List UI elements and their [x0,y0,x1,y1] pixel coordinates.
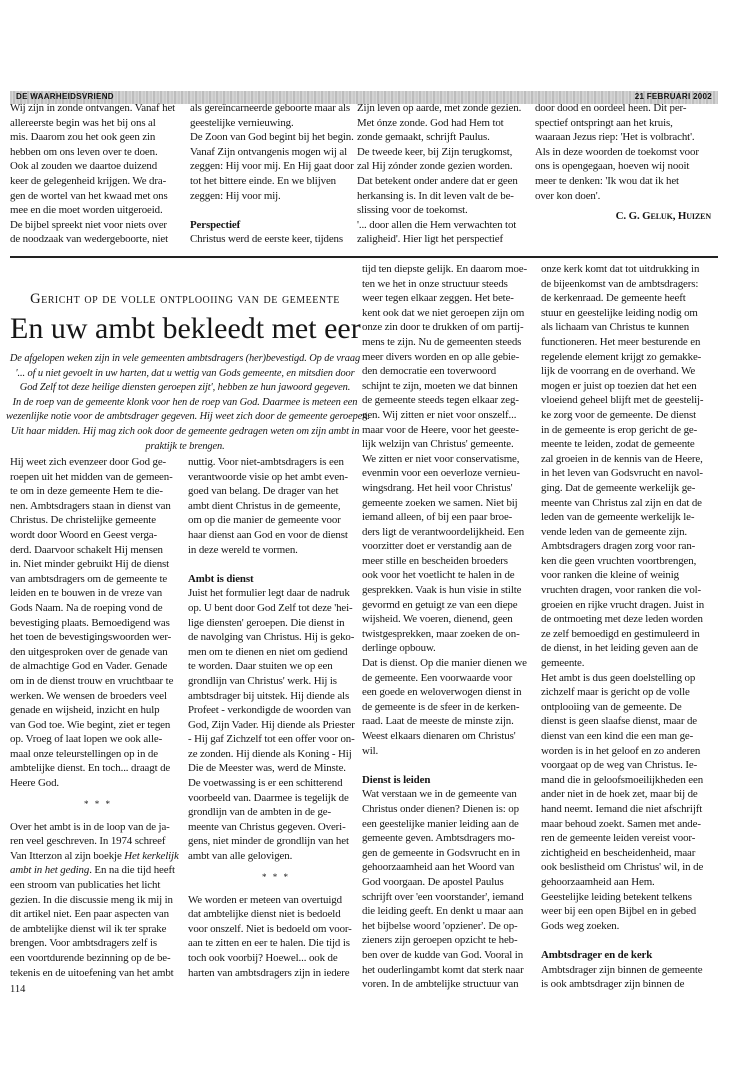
paragraph: Hij weet zich evenzeer door God ge- roepen uit het midden van de gemeen- te om in deze gemeente Hem te die- nen. Ambtsdragers staan in dienst van Christus. De christelijke gemeente wordt door Woord en Geest verga- derd. Daarvoor schakelt Hij mensen in. Niet minder gebruikt Hij de dienst van ambtsdragers om de gemeente te leiden en te bouwen in de vreze van Gods Naam. Na de roeping vond de bevestiging plaats. Bemoedigend was het toen de bevestigingswoorden wer- den uitgesproken over de genade van de almachtige God en Vader. Genade om in de dienst trouw en vruchtbaar te werken. We wensen de broeders veel genade en wijsheid, inzicht en hulp van God toe. Wie begint, ziet er tegen op. Vroeg of laat lopen we ook alle- maal onze teleurstellingen op in de ambtelijke dienst. En toch... draagt de Heere God. [10,456,174,790]
top-column-1 [10,101,186,247]
page-number: 114 [10,984,26,995]
book-title: Het kerkelijk ambt in het geding [10,849,179,877]
article-intro: De afgelopen weken zijn in vele gemeenten ambtsdragers (her)bevestigd. Op de vraag '... of u niet gevoelt in uw harten, dat u wettig van Gods gemeente, en mitsdien door God Zelf tot deze heilige diensten geroepen zijt', hebben ze hun jawoord gegeven. In de roep van de gemeente klonk voor hen de roep van God. Daarmee is meteen een wezenlijke notie voor de ambtsdrager gegeven. Hij weet zich door de gemeente geroepen. Uit haar midden. Hij mag zich ook door de gemeente gedragen weten om zijn ambt in praktijk te brengen. [6,353,370,452]
section-break-stars: * * * [262,871,290,882]
text-run: . En na die tijd heeft een stroom van publicaties het licht gezien. In die discussie meng ik mij in dit artikel niet. Een paar aspecten van de ambtelijke dienst wil ik ter sprake brengen. Voor ambtsdragers zelf is een voortdurende bezinning op de be- tekenis en de uitoefening van het ambt [10,864,175,979]
publication-name: DE WAARHEIDSVRIEND [16,92,114,101]
paragraph: door dood en oordeel heen. Dit per- spectief ontspringt aan het kruis, waaraan Jezus riep: 'Het is volbracht'. Als in deze woorden de toekomst voor ons is opengegaan, hoeven wij nooit meer te denken: 'Ik wou dat ik het over kon doen'. [535,102,699,202]
paragraph: Christus werd de eerste keer, tijdens [190,233,343,246]
author-signature: C. G. Geluk, Huizen [615,210,711,223]
spacer [190,203,366,218]
paragraph: als gereïncarneerde geboorte maar als geestelijke vernieuwing. De Zoon van God begint bij het begin. Vanaf Zijn ontvangenis mogen wij al zeggen: Hij voor mij. En Hij gaat door tot het bittere einde. En we blijven zeggen: Hij voor mij. [190,102,354,202]
section-break-stars: * * * [84,798,112,809]
paragraph: We worden er meteen van overtuigd dat ambtelijke dienst niet is bedoeld voor onszelf. Niet is bedoeld om voor- aan te zitten en eer te halen. Die tijd is toch ook voorbij? Hoewel... ook de harten van ambtsdragers zijn in iedere [188,893,352,979]
article-title: En uw ambt bekleedt met eer [10,312,361,345]
section-heading: Dienst is leiden [362,773,431,786]
spacer [541,933,717,948]
paragraph: tijd ten diepste gelijk. En daarom moe- ten we het in onze structuur steeds weer tegen elkaar zeggen. Het bete- kent ook dat we niet geroepen zijn om onze zin door te drukken of om partij- mens te zijn. Nu de gemeenten steeds meer divers worden en op alle gebie- den democratie een toverwoord schijnt te zijn, moeten we dat binnen de gemeente steeds tegen elkaar zeg- gen. Wij zitten er niet voor onszelf... maar voor de Heere, voor het geeste- lijk welzijn van Christus' gemeente. We zitten er niet voor conservatisme, evenmin voor een oeverloze vernieu- wingsdrang. Het heil voor Christus' gemeente zoeken we samen. Niet bij iemand alleen, of bij een paar broe- ders ligt de verantwoordelijkheid. Een voorzitter doet er verstandig aan de meer stille en bescheiden broeders ook voor het voetlicht te halen in de gesprekken. Vaak is hun visie in stilte gevormd en getuigt ze van een diepe wijsheid. We voeren, dienend, geen twistgesprekken, maar zoeken de on- derlinge opbouw. Dat is dienst. Op die manier dienen we de gemeente. Een voorwaarde voor een goede en weloverwogen dienst in de gemeente is de sfeer in de kerken- raad. Laat de meeste de minste zijn. Weest elkaars dienaren om Christus' wil. [362,263,527,757]
issue-date: 21 FEBRUARI 2002 [634,92,712,101]
section-heading: Perspectief [190,218,241,231]
top-column-3 [357,101,533,247]
article-kicker: Gericht op de volle ontplooiing van de gemeente [30,291,340,307]
section-divider [10,256,718,258]
paragraph: Wat verstaan we in de gemeente van Christus onder dienen? Dienen is: op een geestelijke manier leiding aan de gemeente geven. Ambtsdragers mo- gen de gemeente in Godsvrucht en in gehoorzaamheid aan het Woord van God voorgaan. De apostel Paulus schrijft over 'een voorstander', iemand die leiding geeft. En denkt u maar aan het bijbelse woord 'opziener'. De op- zieners zijn geroepen opzicht te heb- ben over de kudde van God. Vooral in het ouderlingambt komt dat sterk naar voren. In de ambtelijke structuur van [362,788,524,991]
top-column-2 [190,101,366,247]
paragraph: Zijn leven op aarde, met zonde gezien. Met ónze zonde. God had Hem tot zonde gemaakt, schrijft Paulus. De tweede keer, bij Zijn terugkomst, zal Hij zónder zonde gezien worden. Dat betekent onder andere dat er geen herkansing is. In dit leven valt de be- slissing voor de toekomst. '... door allen die Hem verwachten tot zaligheid'. Hier ligt het perspectief [357,102,522,246]
text-run: Over het ambt is in de loop van de ja- ren veel geschreven. In 1974 schreef Van Itterzon al zijn boekje [10,820,170,862]
article-column-1 [10,455,186,980]
paragraph: onze kerk komt dat tot uitdrukking in de bijeenkomst van de ambtsdragers: de kerkenraad. De gemeente heeft stuur en geestelijke leiding nodig om als lichaam van Christus te kunnen functioneren. Het meer besturende en regelende element krijgt zo gemakke- lijk de voorrang en de overhand. We mogen er juist op toezien dat het een vloeiend geheel blijft met de geestelij- ke zorg voor de gemeente. De dienst in de gemeente is erop gericht de ge- meente te leiden, zodat de gemeente zal groeien in de kennis van de Heere, in het leven van Godsvrucht en navol- ging. Dat de gemeente werkelijk ge- meente van Christus zal zijn en dat de leden van de gemeente werkelijk le- vende leden van de gemeente zijn. Ambtsdragers dragen zorg voor ran- ken die geen vruchten voortbrengen, voor ranken die kleine of weinig vruchten dragen, voor ranken die vol- groeien en rijke vrucht dragen. Juist in de ontmoeting met deze leden worden ze zelf bemoedigd en gestimuleerd in de dienst, in het leiding geven aan de gemeente. Het ambt is dus geen doelstelling op zichzelf maar is gericht op de volle ontplooiing van de gemeente. De dienst is geen slaafse dienst, maar de dienst van een kind die een man ge- worden is in het geloof en zo anderen voorgaat op de weg van Christus. Ie- mand die in geloofsmoeilijkheden een ander niet in de hoek zet, maar bij de hand neemt. Iemand die niet afschrijft maar behoud zoekt. Samen met ande- ren de gemeente leiden vereist voor- zichtigheid en bescheidenheid, maar ook beslistheid om Christus' wil, in de gehoorzaamheid aan Hem. Geestelijke leiding betekent telkens weer bij een open Bijbel en in gebed Gods weg zoeken. [541,263,705,932]
article-column-4 [541,262,717,992]
top-column-4 [535,101,711,224]
paragraph [10,820,186,981]
article-column-3 [362,262,538,992]
spacer [188,557,364,572]
spacer [362,758,538,773]
section-heading: Ambtsdrager en de kerk [541,948,653,961]
paragraph: Ambtsdrager zijn binnen de gemeente is ook ambtsdrager zijn binnen de [541,963,703,991]
article-column-2 [188,455,364,980]
paragraph: nuttig. Voor niet-ambtsdragers is een verantwoorde visie op het ambt even- goed van belang. De drager van het ambt dient Christus in de gemeente, om op die manier de gemeente voor haar dienst aan God en voor de dienst in deze wereld te vormen. [188,456,348,556]
paragraph: Wij zijn in zonde ontvangen. Vanaf het allereerste begin was het bij ons al mis. Daarom zou het ook geen zin hebben om ons leven over te doen. Ook al zouden we daartoe duizend keer de gelegenheid krijgen. We dra- gen de wortel van het kwaad met ons mee en die moet worden uitgeroeid. De bijbel spreekt niet voor niets over de noodzaak van wedergeboorte, niet [10,102,176,246]
paragraph: Juist het formulier legt daar de nadruk op. U bent door God Zelf tot deze 'hei- lige diensten' geroepen. Die dienst in de navolging van Christus. Hij is geko- men om te dienen en niet om gediend te worden. Daar stuiten we op een grondlijn van Christus' werk. Hij is ambtsdrager bij uitstek. Hij diende als Profeet - verkondigde de woorden van God, Zijn Vader. Hij diende als Priester - Hij gaf Zichzelf tot een offer voor on- ze zonden. Hij diende als Koning - Hij Die de Meester was, werd de Minste. De voetwassing is er een schitterend voorbeeld van. Daarmee is tegelijk de grondlijn van de ambten in de ge- meente van Christus gegeven. Overi- gens, niet minder de grondlijn van het ambt van alle gelovigen. [188,587,355,863]
section-heading: Ambt is dienst [188,572,254,585]
